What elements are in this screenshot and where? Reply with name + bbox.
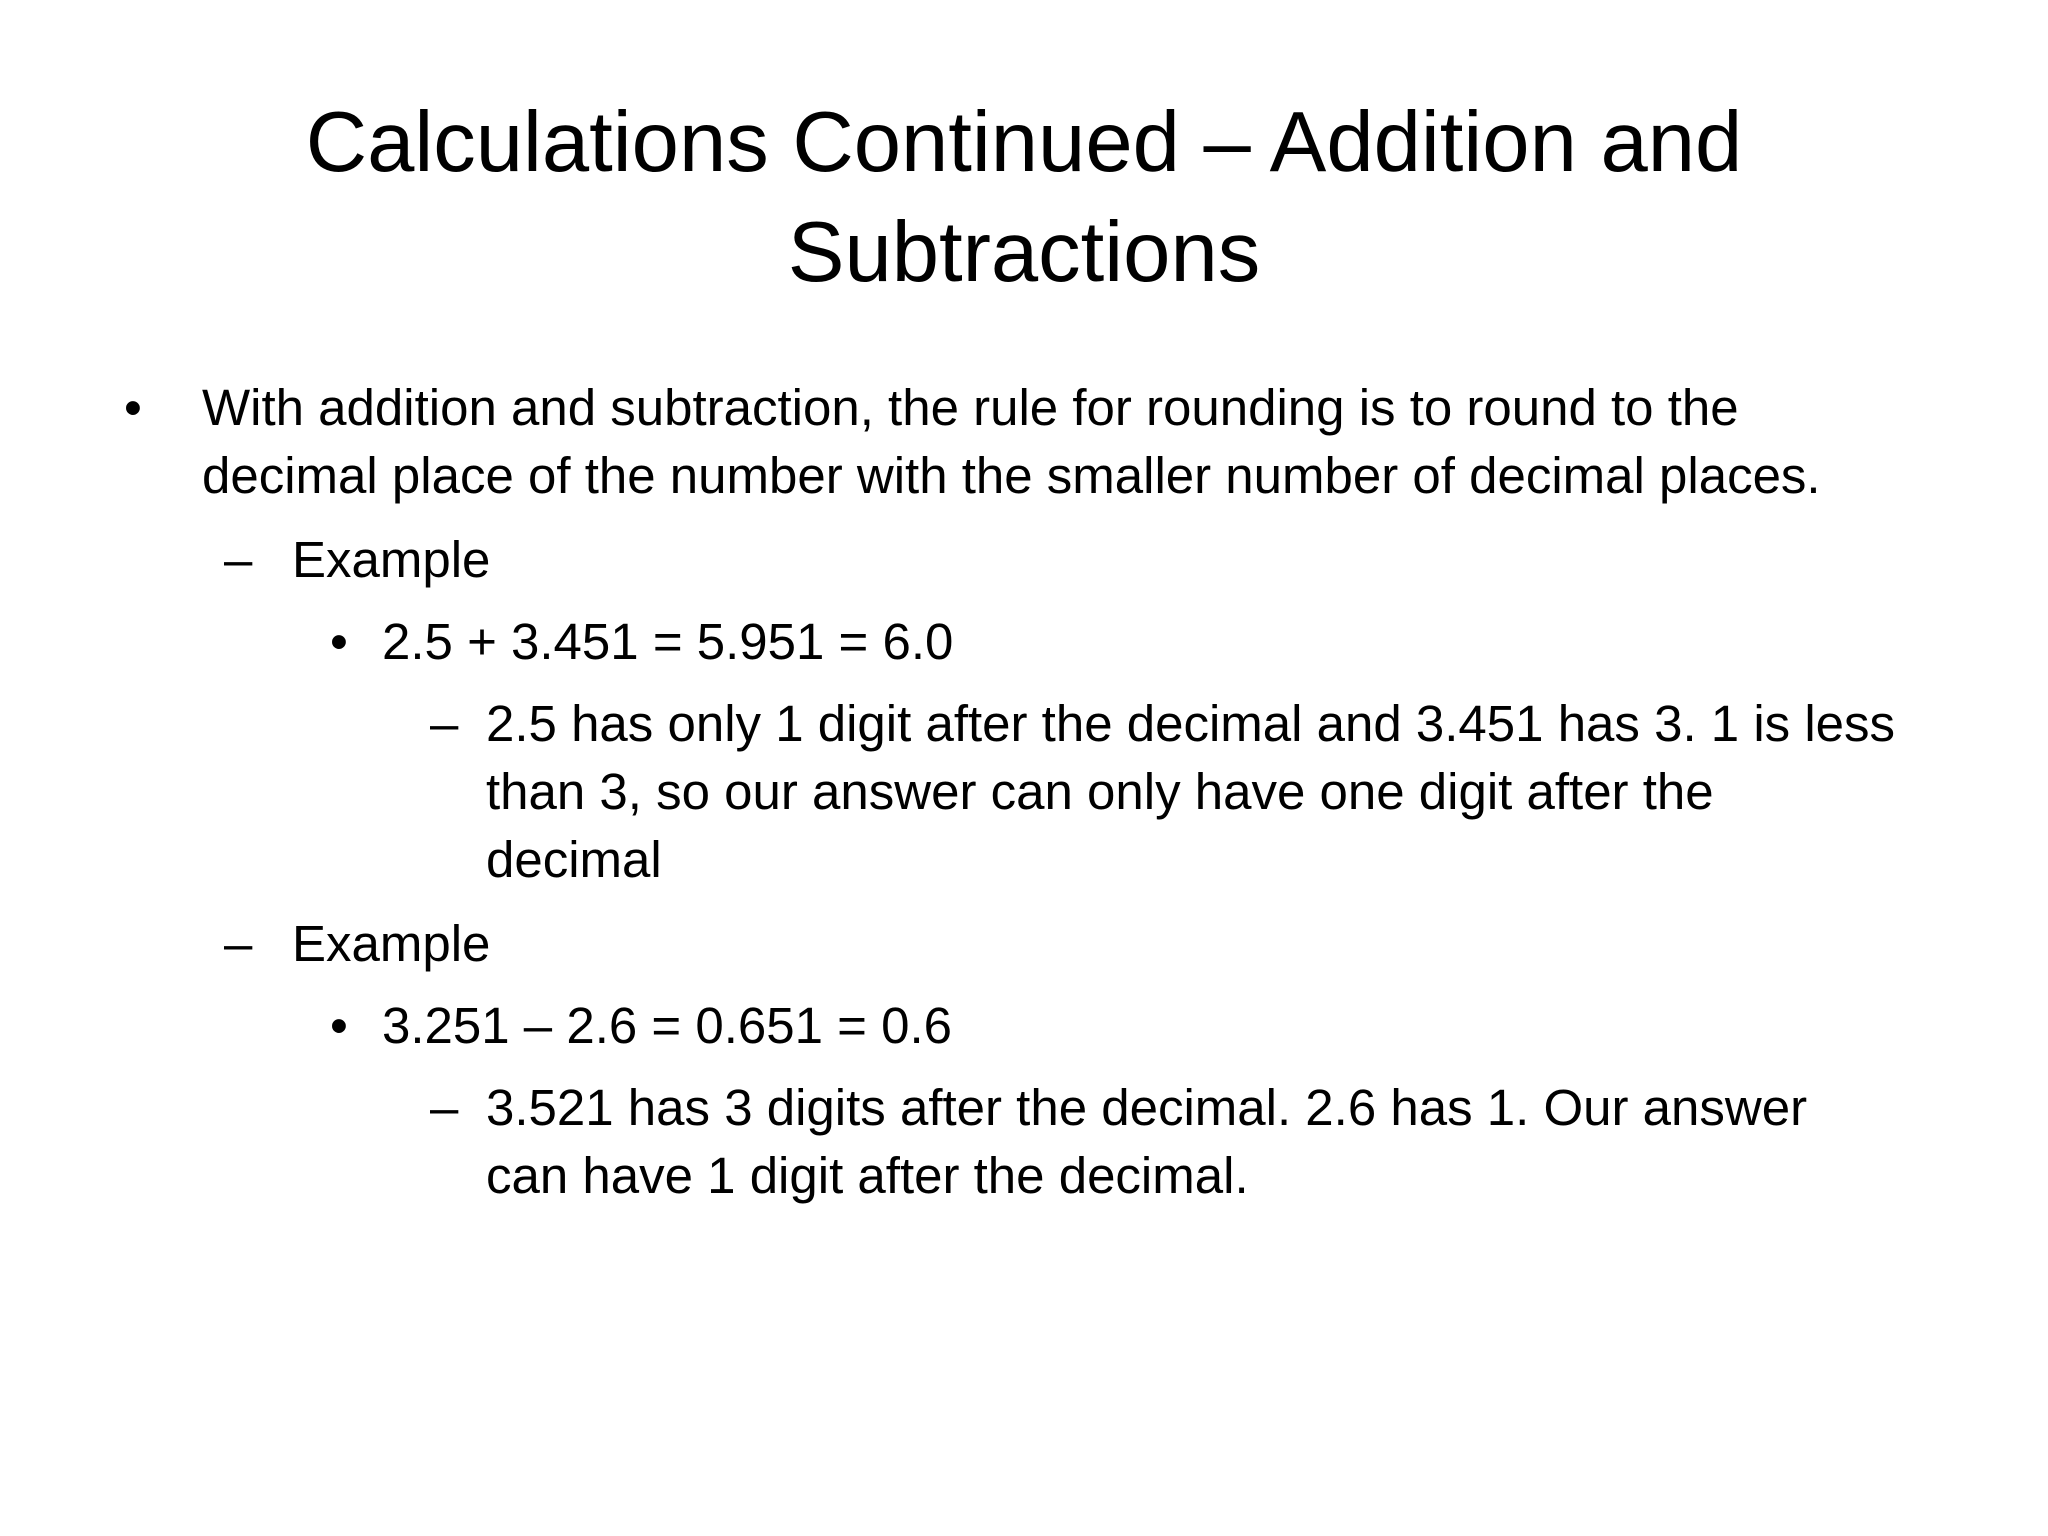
slide-title: Calculations Continued – Addition and Subtractions — [305, 95, 1743, 300]
dash-marker: – — [224, 531, 253, 588]
explanation-line: 3.521 has 3 digits after the decimal. 2.6 has 1. Our answer — [486, 1079, 1808, 1136]
equation-text: 2.5 + 3.451 = 5.951 = 6.0 — [382, 613, 954, 670]
explanation-line: can have 1 digit after the decimal. — [486, 1147, 1249, 1204]
equation-text: 3.251 – 2.6 = 0.651 = 0.6 — [382, 997, 952, 1054]
bullet-text-line: With addition and subtraction, the rule for rounding is to round to the — [202, 379, 1739, 436]
dash-marker: – — [430, 1079, 459, 1136]
explanation-line: decimal — [486, 831, 662, 888]
bullet-text-line: decimal place of the number with the smaller number of decimal places. — [202, 447, 1821, 504]
explanation-line: 2.5 has only 1 digit after the decimal and 3.451 has 3. 1 is less — [486, 695, 1896, 752]
bullet-marker: • — [330, 613, 348, 670]
explanation-line: than 3, so our answer can only have one digit after the — [486, 763, 1714, 820]
example-label: Example — [292, 915, 491, 972]
dash-marker: – — [430, 695, 459, 752]
bullet-marker: • — [330, 997, 348, 1054]
dash-marker: – — [224, 915, 253, 972]
bullet-marker: • — [124, 379, 142, 436]
example-label: Example — [292, 531, 491, 588]
